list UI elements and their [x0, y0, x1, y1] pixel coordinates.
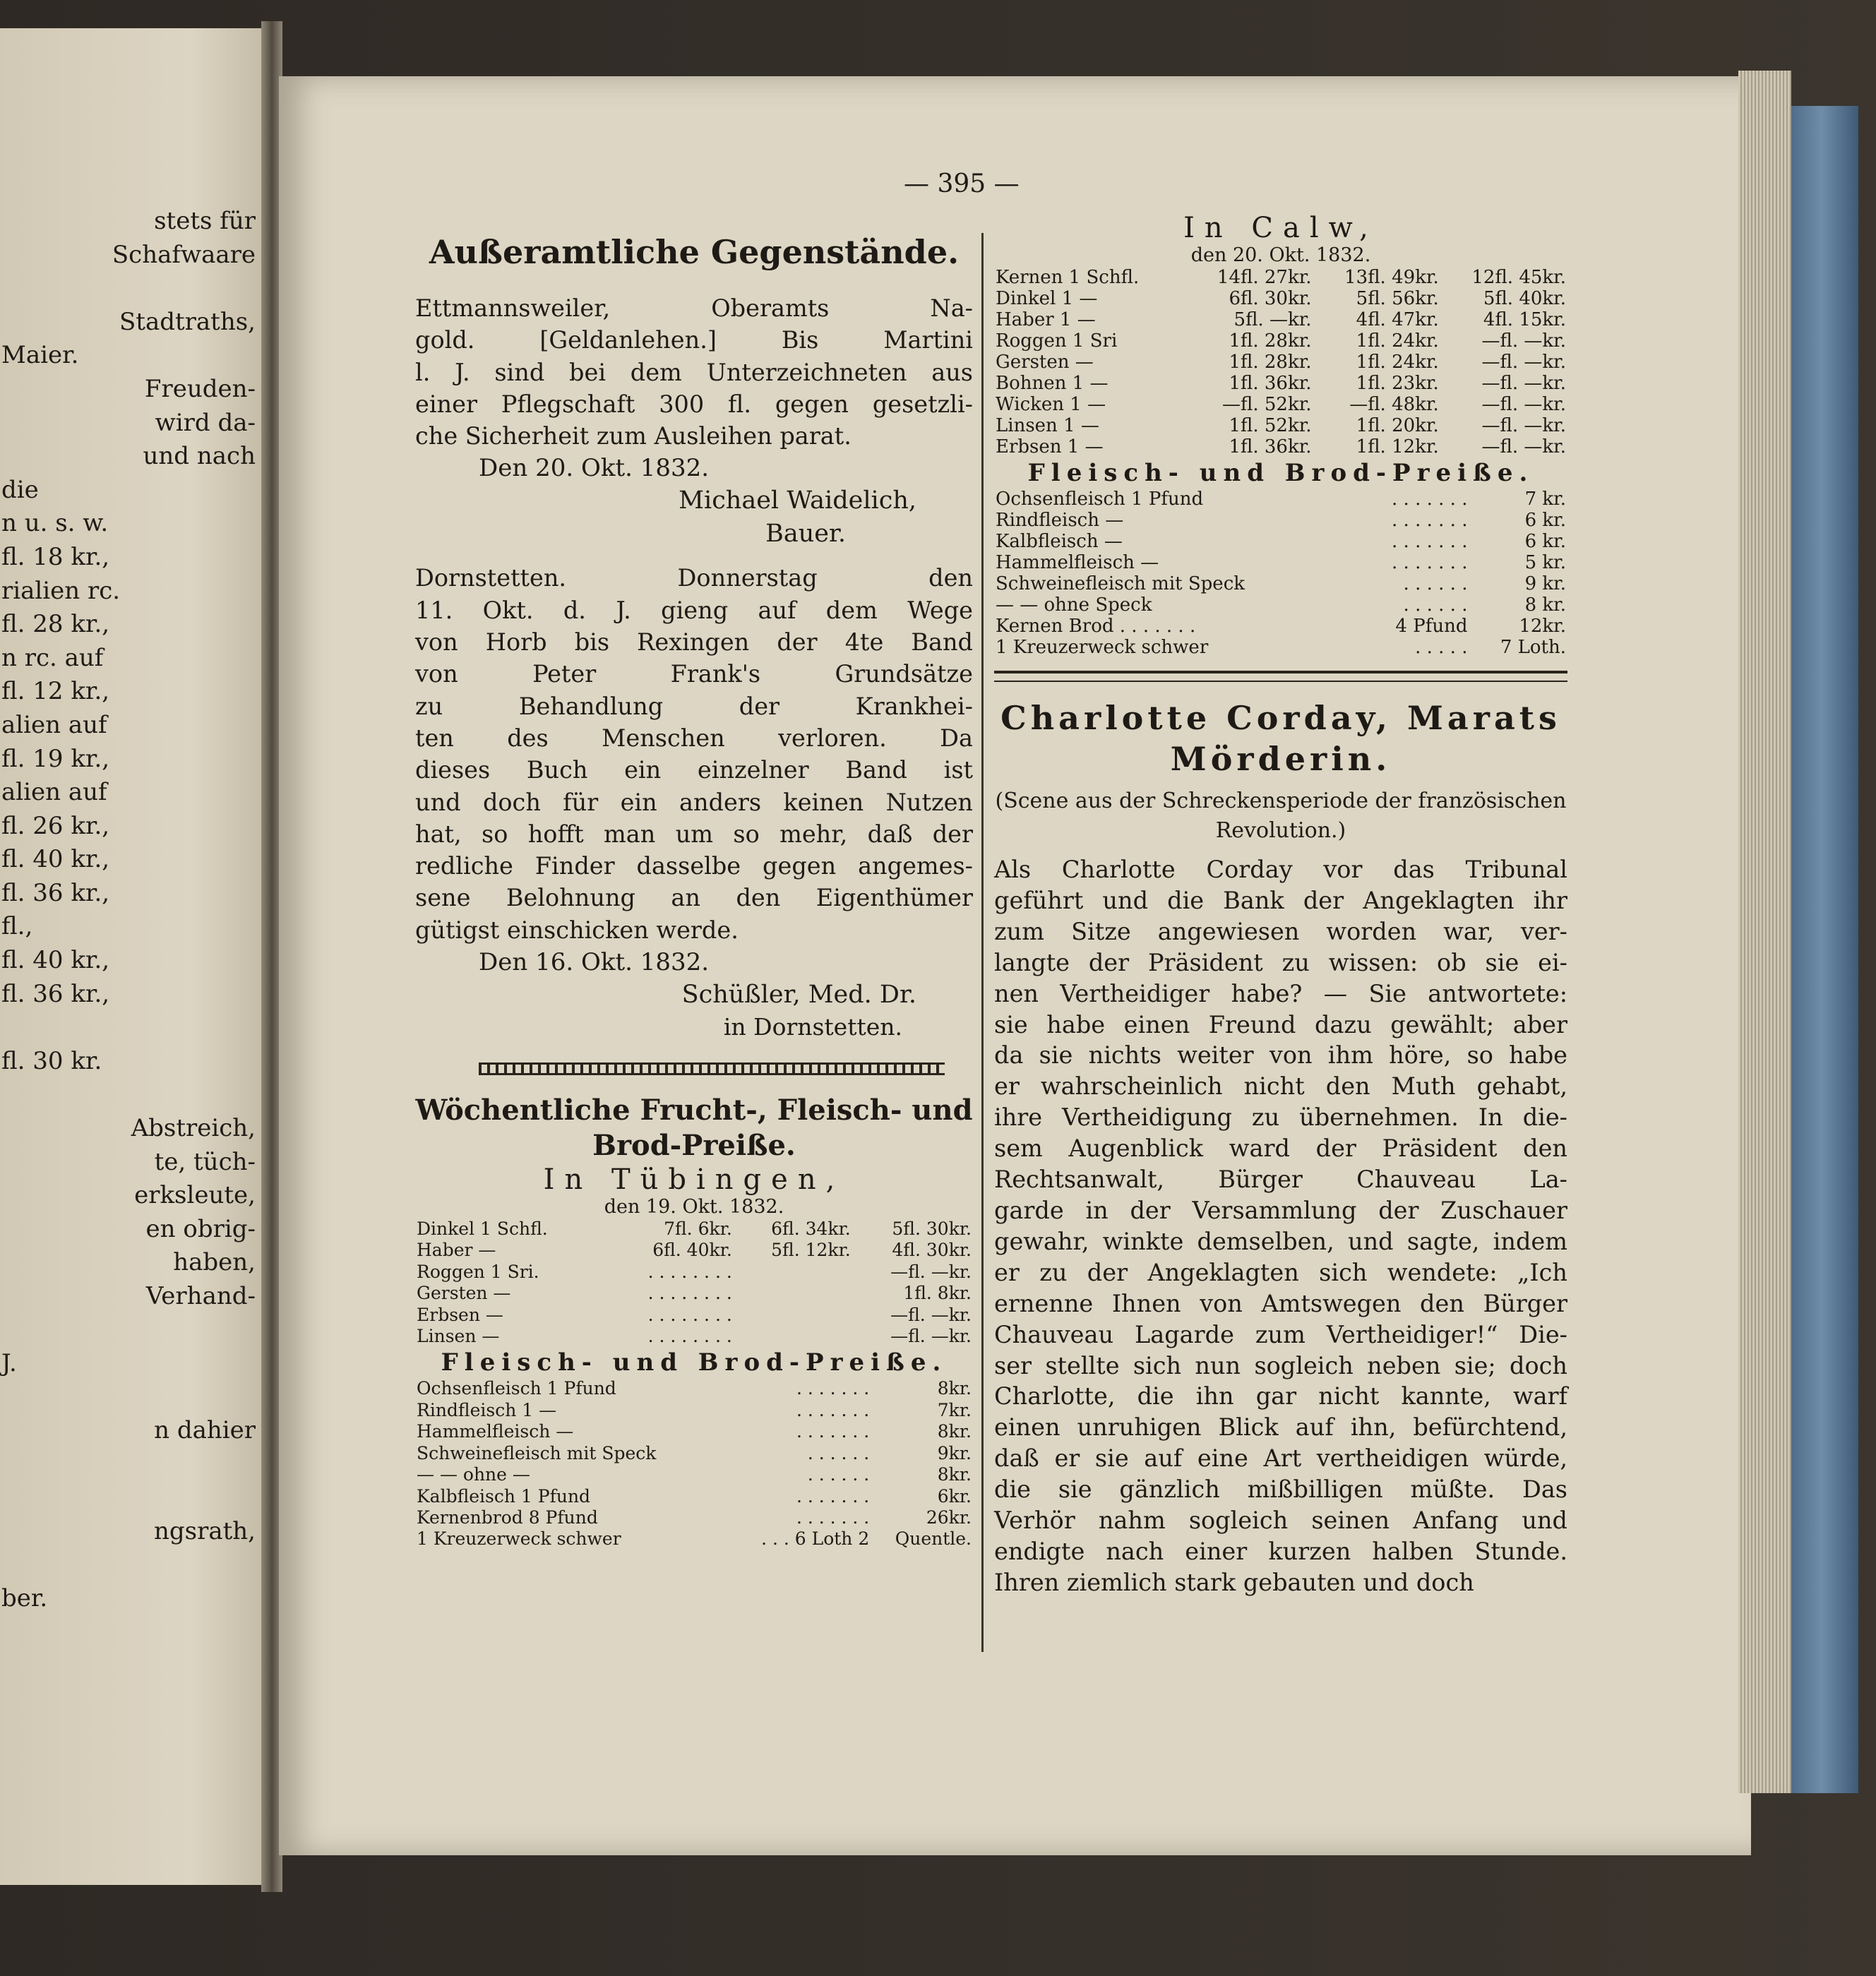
price-value: Quentle. — [895, 1528, 972, 1550]
text-line: Chauveau Lagarde zum Vertheidiger!“ Die- — [994, 1320, 1567, 1348]
price-value: —fl. —kr. — [1481, 394, 1566, 415]
left-fragment-line — [0, 1482, 261, 1516]
left-fragment-line — [0, 1549, 261, 1583]
text-line: gütigst einschicken werde. — [415, 916, 739, 944]
price-value: . . . . . . . — [796, 1485, 870, 1507]
price-item: — — ohne — — [417, 1464, 530, 1485]
text-line: einen unruhigen Blick auf ihn, befürchtend, — [994, 1413, 1567, 1442]
price-value: . . . . . . . — [796, 1507, 870, 1528]
price-row — [994, 573, 1567, 594]
price-row — [994, 436, 1567, 457]
text-line: von Horb bis Rexingen der 4te Band — [415, 628, 973, 657]
price-item: Kalbfleisch 1 Pfund — [417, 1485, 591, 1507]
price-value: —fl. —kr. — [890, 1326, 972, 1347]
price-value: . . . . . . — [1403, 594, 1468, 616]
text-line: redliche Finder dasselbe gegen angemes- — [415, 852, 973, 880]
price-item: Kalbfleisch — — [996, 531, 1123, 552]
price-value: . . . . . — [1415, 637, 1468, 658]
price-value: 4 Pfund — [1395, 616, 1468, 637]
price-value: . . . . . . . . — [647, 1283, 732, 1304]
left-fragment-line: n rc. auf — [1, 643, 104, 672]
left-fragment-line: n u. s. w. — [1, 509, 109, 538]
price-item: Kernen 1 Schfl. — [996, 267, 1140, 288]
left-page-fragments — [0, 205, 261, 1616]
text-line: Rechtsanwalt, Bürger Chauveau La- — [994, 1166, 1567, 1194]
left-fragment-line: erksleute, — [134, 1181, 256, 1210]
text-line: gewahr, winkte demselben, und sagte, indem — [994, 1227, 1567, 1255]
price-value: 12kr. — [1519, 616, 1566, 637]
price-value: 8kr. — [937, 1464, 972, 1485]
price-row — [994, 288, 1567, 309]
price-value: —fl. 48kr. — [1349, 394, 1439, 415]
price-value: 6fl. 34kr. — [771, 1218, 851, 1240]
text-line: von Peter Frank's Grundsätze — [415, 660, 973, 688]
text-line: Als Charlotte Corday vor das Tribunal — [994, 856, 1567, 883]
left-fragment-line — [0, 1381, 261, 1415]
price-value: 1fl. 24kr. — [1356, 352, 1439, 373]
price-item: Haber 1 — — [996, 309, 1096, 330]
left-fragment-line: wird da- — [155, 408, 256, 437]
left-fragment-line: fl. 28 kr., — [1, 610, 110, 639]
price-value: 5fl. 40kr. — [1483, 288, 1566, 309]
price-value: —fl. —kr. — [890, 1261, 972, 1282]
price-item: Schweinefleisch mit Speck — [996, 573, 1245, 594]
left-fragment-line: Stadtraths, — [119, 307, 256, 336]
text-line: da sie nichts weiter von ihm höre, so habe — [994, 1041, 1567, 1070]
text-line: dieses Buch ein einzelner Band ist — [415, 756, 973, 784]
text-line: die sie gänzlich mißbilligen müßte. Das — [994, 1475, 1567, 1504]
price-row — [415, 1262, 973, 1283]
tuebingen-meat-heading: Fleisch- und Brod-Preiße. — [441, 1348, 948, 1377]
price-item: Dinkel 1 — — [996, 288, 1098, 309]
price-item: Gersten — — [996, 352, 1094, 373]
text-line: sem Augenblick ward der Präsident den — [994, 1134, 1567, 1163]
text-line: gold. [Geldanlehen.] Bis Martini — [415, 326, 973, 354]
price-row — [415, 1421, 973, 1442]
text-line: sie habe einen Freund dazu gewählt; aber — [994, 1010, 1567, 1038]
price-item: Kernenbrod 8 Pfund — [417, 1507, 598, 1528]
price-row — [994, 594, 1567, 616]
text-line: zum Sitze angewiesen worden war, ver- — [994, 917, 1567, 945]
date-calw: den 20. Okt. 1832. — [1190, 244, 1371, 266]
price-item: 1 Kreuzerweck schwer — [417, 1528, 621, 1550]
price-value: 12fl. 45kr. — [1471, 267, 1566, 288]
ornamental-rule — [479, 1062, 945, 1075]
ad-geldanlehen-date: Den 20. Okt. 1832. — [479, 454, 710, 483]
place-calw: In Calw, — [1183, 212, 1378, 244]
price-item: Rindfleisch — — [996, 510, 1124, 531]
text-line: hat, so hofft man um so mehr, daß der — [415, 820, 973, 848]
price-value: —fl. —kr. — [1481, 352, 1566, 373]
column-left — [415, 233, 973, 1550]
price-row — [994, 510, 1567, 531]
price-value: 8kr. — [937, 1378, 972, 1399]
price-item: 1 Kreuzerweck schwer — [996, 637, 1209, 658]
text-line: Verhör nahm sogleich seinen Anfang und — [994, 1507, 1567, 1535]
price-value: . . . . . . . . — [647, 1304, 732, 1325]
price-value: —fl. —kr. — [890, 1304, 972, 1325]
left-fragment-line: Maier. — [1, 341, 79, 370]
left-fragment-line: alien auf — [1, 710, 107, 739]
left-fragment-line: fl. 18 kr., — [1, 542, 110, 571]
price-value: 13fl. 49kr. — [1344, 267, 1439, 288]
text-line: er wahrscheinlich nicht den Muth gehabt, — [994, 1072, 1567, 1101]
book-cover — [1791, 106, 1858, 1793]
price-value: 5fl. —kr. — [1233, 309, 1312, 330]
left-fragment-line: Verhand- — [145, 1282, 256, 1310]
left-fragment-line: ngsrath, — [153, 1517, 256, 1546]
price-value: —fl. —kr. — [1481, 330, 1566, 352]
ad-geldanlehen-role: Bauer. — [765, 520, 846, 549]
price-value: 7 Loth. — [1500, 637, 1566, 658]
price-value: —fl. —kr. — [1481, 415, 1566, 436]
text-line: einer Pflegschaft 300 fl. gegen gesetzli- — [415, 390, 973, 418]
price-item: Hammelfleisch — — [996, 552, 1159, 573]
left-fragment-line: fl. 36 kr., — [1, 878, 110, 907]
ad-geldanlehen-text — [415, 292, 973, 452]
left-fragment-line — [0, 272, 261, 306]
price-value: . . . . . . — [807, 1464, 870, 1485]
prices-heading-line2: Brod-Preiße. — [592, 1129, 796, 1163]
double-rule — [994, 671, 1567, 682]
price-value: 1fl. 28kr. — [1229, 330, 1312, 352]
text-line: geführt und die Bank der Angeklagten ihr — [994, 886, 1567, 914]
price-row — [994, 415, 1567, 436]
left-fragment-line: fl. 36 kr., — [1, 979, 110, 1008]
price-item: Roggen 1 Sri. — [417, 1261, 539, 1282]
price-item: Gersten — — [417, 1283, 511, 1304]
price-value: —fl. 52kr. — [1222, 394, 1312, 415]
price-item: Ochsenfleisch 1 Pfund — [996, 489, 1204, 510]
price-row — [994, 352, 1567, 373]
price-item: Erbsen — — [417, 1304, 503, 1325]
price-value: —fl. —kr. — [1481, 373, 1566, 394]
price-row — [994, 616, 1567, 637]
price-value: . . . . . . . — [796, 1421, 870, 1442]
ad-lost-book-place: in Dornstetten. — [723, 1013, 902, 1041]
price-item: Linsen 1 — — [996, 415, 1099, 436]
calw-grain-table — [994, 267, 1567, 457]
left-fragment-line: rialien rc. — [1, 576, 121, 605]
text-line: ten des Menschen verloren. Da — [415, 724, 973, 752]
price-row — [415, 1464, 973, 1485]
price-item: — — ohne Speck — [996, 594, 1152, 616]
price-row — [415, 1240, 973, 1261]
price-row — [994, 531, 1567, 552]
left-fragment-line — [0, 1314, 261, 1348]
tuebingen-meat-table — [415, 1378, 973, 1550]
left-fragment-line: und nach — [143, 442, 256, 471]
price-row — [415, 1326, 973, 1347]
left-fragment-line: ber. — [1, 1584, 48, 1613]
left-fragment-line: haben, — [173, 1248, 256, 1277]
price-row — [415, 1507, 973, 1528]
left-fragment-line: fl. 12 kr., — [1, 677, 110, 706]
price-value: 4fl. 30kr. — [892, 1240, 972, 1261]
price-value: . . . . . . . — [796, 1378, 870, 1399]
price-item: Wicken 1 — — [996, 394, 1106, 415]
price-item: Bohnen 1 — — [996, 373, 1109, 394]
prices-heading-line1: Wöchentliche Frucht-, Fleisch- und — [415, 1094, 973, 1127]
text-line: Dornstetten. Donnerstag den — [415, 564, 973, 592]
left-fragment-line: alien auf — [1, 778, 107, 807]
text-line: endigte nach einer kurzen halben Stunde. — [994, 1537, 1567, 1565]
price-value — [734, 1305, 852, 1326]
price-value: 7 kr. — [1524, 489, 1566, 510]
date-tuebingen: den 19. Okt. 1832. — [604, 1196, 784, 1218]
price-value: 1fl. 28kr. — [1229, 352, 1312, 373]
price-row — [994, 309, 1567, 330]
price-value: 1fl. 24kr. — [1356, 330, 1439, 352]
text-line: langte der Präsident zu wissen: ob sie ei- — [994, 948, 1567, 976]
price-value: 4fl. 15kr. — [1483, 309, 1566, 330]
text-line: daß er sie auf eine Art vertheidigen würde, — [994, 1444, 1567, 1473]
price-value: 1fl. 36kr. — [1229, 373, 1312, 394]
text-line: ihre Vertheidigung zu übernehmen. In die- — [994, 1103, 1567, 1132]
text-line: und doch für ein anders keinen Nutzen — [415, 788, 973, 816]
text-line: ernenne Ihnen von Amtswegen den Bürger — [994, 1289, 1567, 1317]
text-line: garde in der Versammlung der Zuschauer — [994, 1196, 1567, 1224]
price-value: 1fl. 52kr. — [1229, 415, 1312, 436]
price-row — [415, 1400, 973, 1421]
price-value: 8kr. — [937, 1421, 972, 1442]
left-fragment-line — [0, 1011, 261, 1045]
price-value: 4fl. 47kr. — [1356, 309, 1439, 330]
price-item: Hammelfleisch — — [417, 1421, 574, 1442]
article-subtitle: (Scene aus der Schreckensperiode der französischen Revolution.) — [995, 789, 1567, 843]
text-line: zu Behandlung der Krankhei- — [415, 692, 973, 720]
ad-lost-book-text — [415, 562, 973, 946]
ad-lost-book-date: Den 16. Okt. 1832. — [479, 948, 710, 977]
left-fragment-line: fl. 26 kr., — [1, 811, 110, 840]
price-row — [994, 394, 1567, 415]
price-row — [994, 267, 1567, 288]
left-fragment-line: te, tüch- — [154, 1147, 256, 1176]
price-value: . . . . . . . — [1392, 489, 1468, 510]
price-value: . . . . . . . . — [647, 1326, 732, 1347]
ad-geldanlehen — [415, 292, 973, 551]
column-rule — [981, 233, 984, 1652]
left-fragment-line: J. — [1, 1349, 17, 1378]
price-row — [415, 1443, 973, 1464]
left-fragment-line: en obrig- — [145, 1214, 256, 1243]
price-row — [415, 1283, 973, 1304]
price-row — [994, 489, 1567, 510]
section-heading: Außeramtliche Gegenstände. — [429, 233, 960, 271]
article-body — [994, 854, 1567, 1598]
text-line: er zu der Angeklagten sich wendete: „Ich — [994, 1258, 1567, 1286]
page-edges — [1738, 71, 1791, 1793]
text-line: ser stellte sich nun sogleich neben sie; doch — [994, 1351, 1567, 1379]
price-value: 1fl. 12kr. — [1356, 436, 1439, 457]
price-value: . . . . . . — [807, 1442, 870, 1463]
left-fragment-line: fl. 30 kr. — [1, 1046, 102, 1075]
price-value: —fl. —kr. — [1481, 436, 1566, 457]
price-value: 9 kr. — [1524, 573, 1566, 594]
price-value: 7fl. 6kr. — [664, 1218, 732, 1240]
price-row — [994, 330, 1567, 352]
price-item: Haber — — [417, 1240, 496, 1261]
price-value: 1fl. 8kr. — [903, 1283, 972, 1304]
ad-lost-book — [415, 562, 973, 1043]
price-value: 5fl. 12kr. — [771, 1240, 851, 1261]
price-value: 1fl. 23kr. — [1356, 373, 1439, 394]
left-fragment-line: fl. 40 kr., — [1, 946, 110, 975]
text-line: 11. Okt. d. J. gieng auf dem Wege — [415, 596, 973, 624]
price-value: 6fl. 40kr. — [652, 1240, 732, 1261]
price-value: 6fl. 30kr. — [1229, 288, 1312, 309]
price-value: 1fl. 20kr. — [1356, 415, 1439, 436]
price-item: Ochsenfleisch 1 Pfund — [417, 1378, 616, 1399]
price-row — [415, 1305, 973, 1326]
page-number: — 395 — — [904, 169, 1020, 198]
left-fragment-line: stets für — [154, 207, 256, 235]
left-fragment-line: fl. 40 kr., — [1, 845, 110, 874]
price-value: 14fl. 27kr. — [1217, 267, 1312, 288]
text-line: Ihren ziemlich stark gebauten und doch — [994, 1568, 1474, 1596]
price-item: Kernen Brod . . . . . . . — [996, 616, 1196, 637]
price-row — [994, 637, 1567, 658]
price-row — [994, 552, 1567, 573]
price-value: 8 kr. — [1524, 594, 1566, 616]
price-value: 6kr. — [937, 1485, 972, 1507]
price-value — [734, 1262, 852, 1283]
price-value: . . . . . . . — [1392, 510, 1468, 531]
price-value: . . . 6 Loth 2 — [761, 1528, 870, 1550]
price-row — [415, 1218, 973, 1240]
price-value: 5fl. 30kr. — [892, 1218, 972, 1240]
left-fragment-line — [0, 1448, 261, 1482]
text-line: che Sicherheit zum Ausleihen parat. — [415, 422, 852, 450]
price-row — [415, 1486, 973, 1507]
price-value — [734, 1283, 852, 1304]
price-item: Linsen — — [417, 1326, 500, 1347]
place-tuebingen: In Tübingen, — [543, 1163, 845, 1197]
text-line: nen Vertheidiger habe? — Sie antwortete: — [994, 979, 1567, 1007]
tuebingen-grain-table — [415, 1218, 973, 1347]
ad-geldanlehen-signature: Michael Waidelich, — [679, 486, 916, 515]
price-value: 7kr. — [937, 1399, 972, 1420]
price-value: . . . . . . . — [796, 1399, 870, 1420]
text-line: l. J. sind bei dem Unterzeichneten aus — [415, 358, 973, 386]
text-line: sene Belohnung an den Eigenthümer — [415, 884, 973, 912]
price-value: 6 kr. — [1524, 510, 1566, 531]
price-value: . . . . . . . — [1392, 531, 1468, 552]
left-fragment-line — [0, 1078, 261, 1112]
price-item: Rindfleisch 1 — — [417, 1399, 557, 1420]
price-row — [415, 1378, 973, 1399]
price-value: 6 kr. — [1524, 531, 1566, 552]
left-fragment-line: fl., — [1, 912, 33, 941]
price-value: 5 kr. — [1524, 552, 1566, 573]
left-fragment-line: n dahier — [154, 1416, 256, 1445]
price-value: 9kr. — [937, 1442, 972, 1463]
price-value: . . . . . . . — [1392, 552, 1468, 573]
price-row — [994, 373, 1567, 394]
price-value: 26kr. — [926, 1507, 972, 1528]
calw-meat-heading: Fleisch- und Brod-Preiße. — [1027, 459, 1534, 487]
ad-lost-book-signature: Schüßler, Med. Dr. — [681, 981, 916, 1010]
price-item: Schweinefleisch mit Speck — [417, 1442, 657, 1463]
price-value: . . . . . . . . — [647, 1261, 732, 1282]
price-item: Dinkel 1 Schfl. — [417, 1218, 548, 1240]
text-line: Charlotte, die ihn gar nicht kannte, warf — [994, 1382, 1567, 1411]
left-fragment-line: die — [1, 475, 39, 504]
text-line: Ettmannsweiler, Oberamts Na- — [415, 294, 973, 322]
article-title-line2: Mörderin. — [1170, 740, 1392, 778]
price-item: Erbsen 1 — — [996, 436, 1104, 457]
price-value — [734, 1326, 852, 1347]
left-fragment-line: Schafwaare — [112, 240, 256, 269]
price-row — [415, 1528, 973, 1550]
price-value: . . . . . . — [1403, 573, 1468, 594]
price-value: 5fl. 56kr. — [1356, 288, 1439, 309]
column-right — [994, 212, 1567, 1598]
calw-meat-table — [994, 489, 1567, 658]
left-fragment-line: Freuden- — [144, 374, 256, 403]
price-item: Roggen 1 Sri — [996, 330, 1118, 352]
left-fragment-line: Abstreich, — [131, 1114, 256, 1143]
left-fragment-line: fl. 19 kr., — [1, 744, 110, 773]
price-value: 1fl. 36kr. — [1229, 436, 1312, 457]
article-title: Charlotte Corday, Marats — [1000, 699, 1561, 737]
